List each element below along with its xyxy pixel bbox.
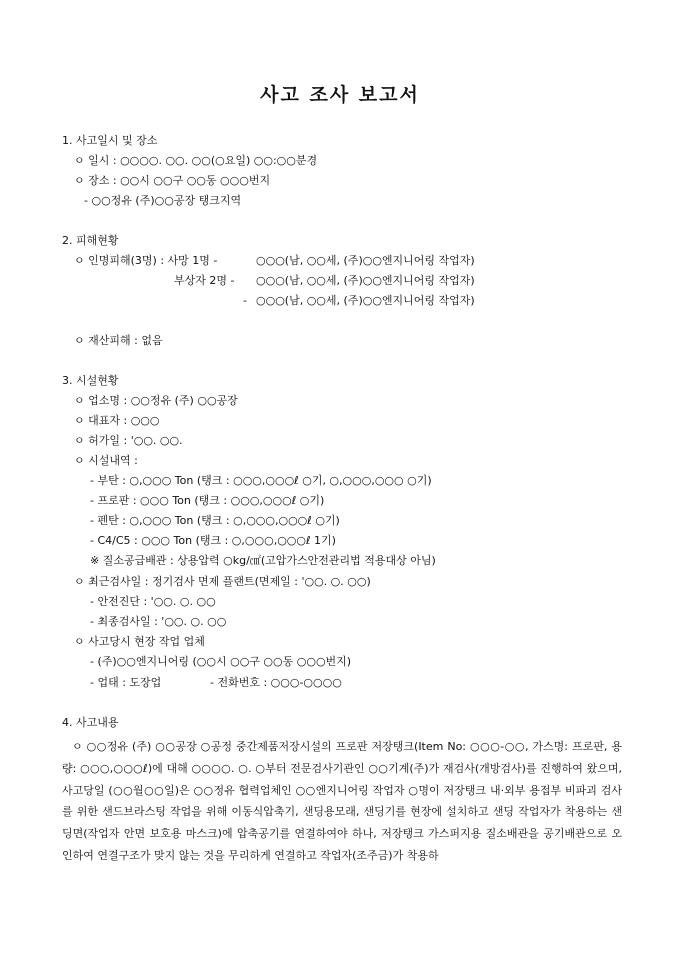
- nitrogen-pipe-note: ※ 질소공급배관 : 상용압력 ○kg/㎠(고압가스안전관리법 적용대상 아님): [90, 554, 436, 567]
- accident-place: ㅇ 장소 : ○○시 ○○구 ○○동 ○○○번지: [74, 174, 271, 187]
- facility-propane: - 프로판 : ○○○ Ton (탱크 : ○○○,○○○ℓ ○기): [90, 494, 325, 507]
- section-3-heading: 3. 시설현황: [62, 374, 119, 387]
- accident-description: ㅇ ○○정유 (주) ○○공장 ○공정 중간제품저장시설의 프로판 저장탱크(Item No: ○○○-○○, 가스명: 프로판, 용량: ○○○,○○○ℓ)에 대해 ○○○○. ○. ○부터 전문검사기관인 ○○기계(주)가 재검사(개방검사)를 진행하여 왔으며, 사고당일 (○○월○○일)은 ○○정유 협력업체인 ○○엔지니어링 작업자 ○명이 저장탱크 내·외부 용접부 비파괴 검사를 위한 샌드브라스팅 작업을 위해 이동식압축기, 샌딩용모래, 샌딩기를 현장에 설치하고 샌딩 작업자가 착용하는 샌딩면(작업자 안면 보호용 마스크)에 압축공기를 연결하여야 하나, 저장탱크 가스퍼지용 질소배관을 공기배관으로 오인하여 연결구조가 맞지 않는 것을 무리하게 연결하고 작업자(조주금)가 착용하: [62, 740, 622, 862]
- injured-dash: -: [243, 294, 247, 307]
- facilities-label: ㅇ 시설내역 :: [74, 454, 138, 467]
- injured-label: 부상자 2명 -: [174, 274, 235, 287]
- facility-c4c5: - C4/C5 : ○○○ Ton (탱크 : ○,○○○,○○○ℓ 1기): [90, 534, 336, 547]
- injured-person-1: ○○○(남, ○○세, (주)○○엔지니어링 작업자): [256, 274, 475, 287]
- accident-place-detail: - ○○정유 (주)○○공장 탱크지역: [84, 194, 242, 207]
- section-2-heading: 2. 피해현황: [62, 234, 119, 247]
- section-4-heading: 4. 사고내용: [62, 716, 119, 729]
- property-damage: ㅇ 재산피해 : 없음: [74, 334, 163, 347]
- representative: ㅇ 대표자 : ○○○: [74, 414, 160, 427]
- section-1-heading: 1. 사고일시 및 장소: [62, 134, 158, 147]
- facility-butane: - 부탄 : ○,○○○ Ton (탱크 : ○○○,○○○ℓ ○기, ○,○○○,○○○ ○기): [90, 474, 432, 487]
- injured-person-2: ○○○(남, ○○세, (주)○○엔지니어링 작업자): [256, 294, 475, 307]
- human-damage-label: ㅇ 인명피해(3명) : 사망 1명 -: [74, 254, 218, 267]
- permit-date: ㅇ 허가일 : '○○. ○○.: [74, 434, 183, 447]
- contractor-phone: - 전화번호 : ○○○-○○○○: [210, 676, 342, 689]
- safety-diagnosis: - 안전진단 : '○○. ○. ○○: [90, 595, 216, 608]
- page-title: 사고 조사 보고서: [260, 84, 420, 106]
- contractor-name: - (주)○○엔지니어링 (○○시 ○○구 ○○동 ○○○번지): [90, 655, 352, 668]
- death-person-1: ○○○(남, ○○세, (주)○○엔지니어링 작업자): [256, 254, 475, 267]
- contractor-label: ㅇ 사고당시 현장 작업 업체: [74, 635, 205, 648]
- business-name: ㅇ 업소명 : ○○정유 (주) ○○공장: [74, 394, 238, 407]
- contractor-business-type: - 업태 : 도장업: [90, 676, 162, 689]
- accident-datetime: ㅇ 일시 : ○○○○. ○○. ○○(○요일) ○○:○○분경: [74, 154, 318, 167]
- facility-pentane: - 펜탄 : ○,○○○ Ton (탱크 : ○,○○○,○○○ℓ ○기): [90, 514, 340, 527]
- final-inspection: - 최종검사일 : '○○. ○. ○○: [90, 615, 227, 628]
- recent-inspection: ㅇ 최근검사일 : 정기검사 면제 플랜트(면제일 : '○○. ○. ○○): [74, 575, 371, 588]
